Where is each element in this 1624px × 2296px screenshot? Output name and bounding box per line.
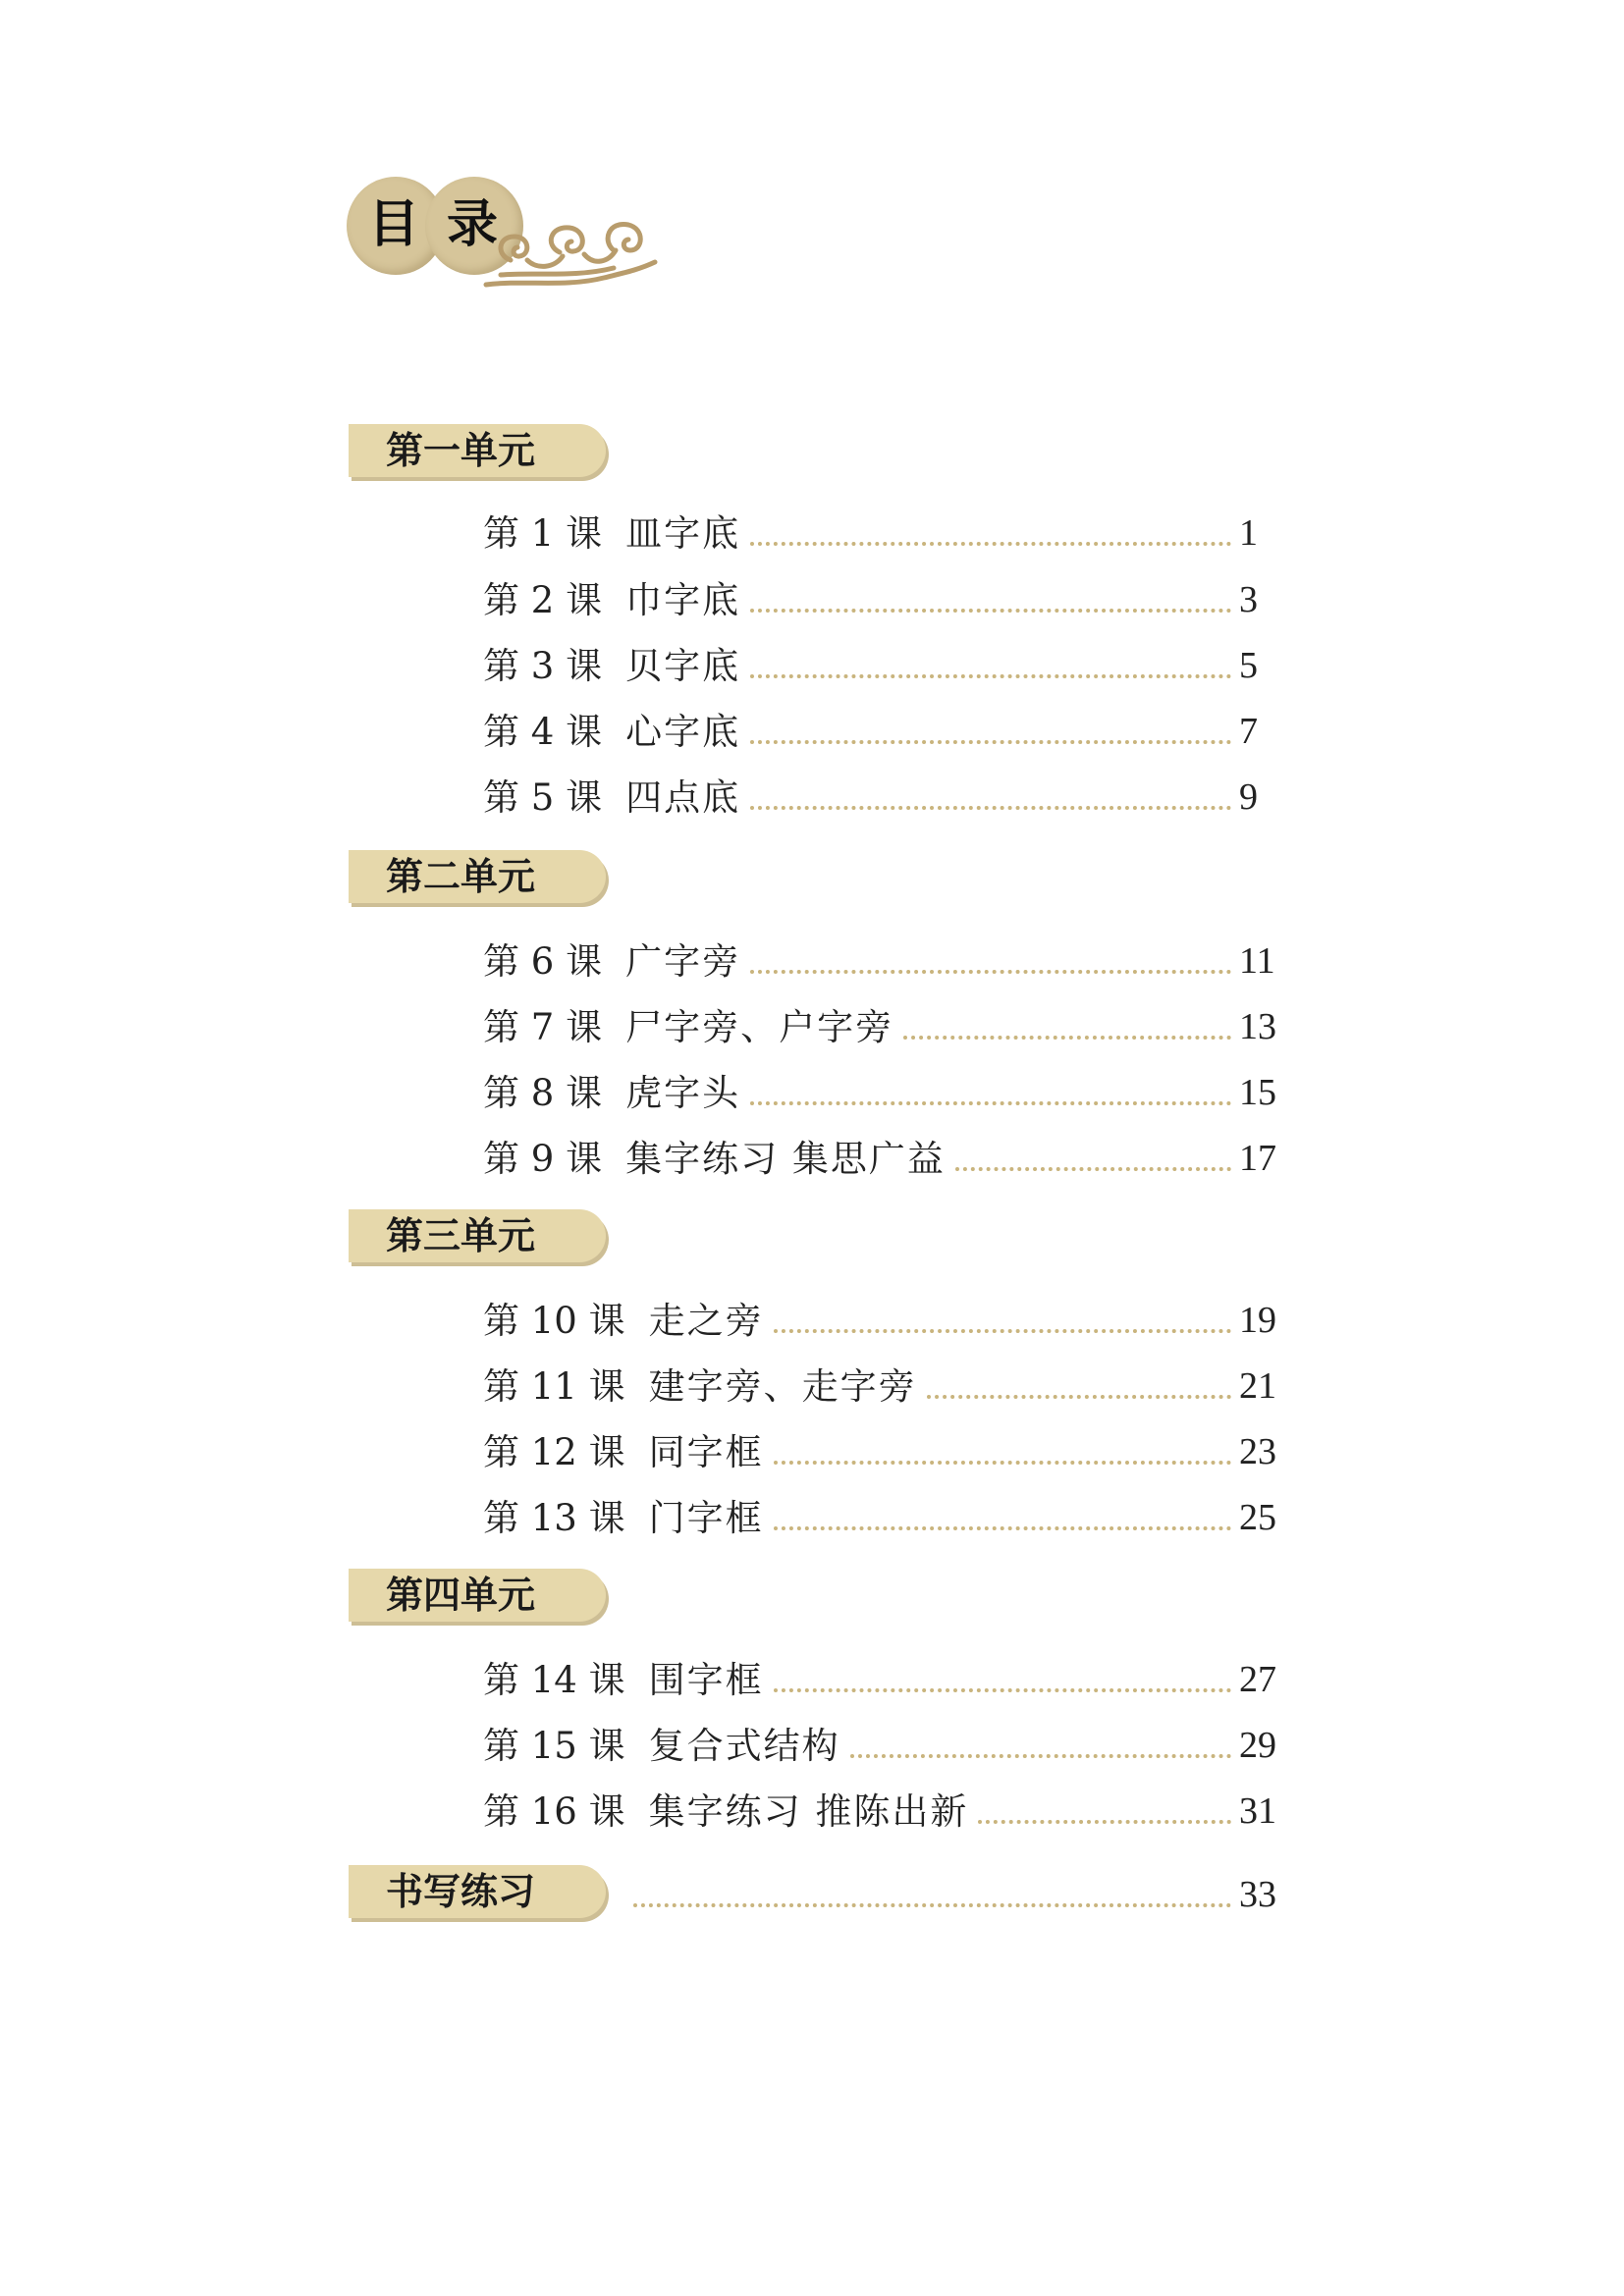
page-number: 3 — [1239, 579, 1258, 620]
page-number: 33 — [1239, 1874, 1276, 1915]
dot-leader — [750, 542, 1231, 546]
lesson-title: 皿字底 — [625, 512, 741, 555]
lesson-number: 第 8 课 — [483, 1072, 603, 1114]
dot-leader — [903, 1036, 1231, 1040]
lesson-title: 贝字底 — [625, 645, 741, 687]
toc-entry[interactable] — [483, 1647, 1278, 1701]
dot-leader — [850, 1754, 1231, 1758]
toc-entry[interactable] — [483, 699, 1278, 753]
toc-entry[interactable] — [483, 929, 1278, 983]
page-number: 15 — [1239, 1072, 1276, 1113]
toc-entry[interactable] — [483, 765, 1278, 819]
page-number: 21 — [1239, 1365, 1276, 1407]
toc-entry[interactable] — [483, 567, 1278, 621]
lesson-number: 第 3 课 — [483, 645, 603, 687]
lesson-title: 集字练习 集思广益 — [625, 1138, 946, 1180]
lesson-title: 广字旁 — [625, 940, 741, 983]
lesson-title: 巾字底 — [625, 579, 741, 621]
page-number: 1 — [1239, 512, 1258, 554]
dot-leader — [750, 609, 1231, 613]
title-char-2: 录 — [447, 195, 499, 254]
toc-entry[interactable] — [483, 1060, 1278, 1114]
dot-leader — [978, 1820, 1231, 1824]
page-number: 27 — [1239, 1659, 1276, 1700]
dot-leader — [774, 1526, 1231, 1530]
lesson-title: 建字旁、走字旁 — [648, 1365, 917, 1408]
writing-practice-entry[interactable] — [623, 1862, 1278, 1913]
lesson-number: 第 7 课 — [483, 1006, 603, 1048]
lesson-title: 围字框 — [648, 1659, 764, 1701]
page-number: 29 — [1239, 1725, 1276, 1766]
page-number: 13 — [1239, 1006, 1276, 1047]
lesson-number: 第 11 课 — [483, 1365, 625, 1408]
lesson-number: 第 9 课 — [483, 1138, 603, 1180]
lesson-number: 第 6 课 — [483, 940, 603, 983]
writing-practice-label: 书写练习 — [386, 1870, 536, 1913]
dot-leader — [927, 1395, 1231, 1399]
dot-leader — [774, 1688, 1231, 1692]
lesson-title: 心字底 — [625, 711, 741, 753]
toc-entry[interactable] — [483, 1485, 1278, 1539]
dot-leader — [633, 1903, 1231, 1907]
toc-entry[interactable] — [483, 1354, 1278, 1408]
toc-entry[interactable] — [483, 633, 1278, 687]
lesson-number: 第 5 课 — [483, 776, 603, 819]
toc-entry[interactable] — [483, 501, 1278, 555]
toc-entry[interactable] — [483, 1779, 1278, 1833]
toc-title — [344, 172, 658, 294]
dot-leader — [750, 674, 1231, 678]
dot-leader — [774, 1461, 1231, 1465]
lesson-title: 集字练习 推陈出新 — [648, 1790, 969, 1833]
toc-entry[interactable] — [483, 994, 1278, 1048]
title-char-1: 目 — [368, 195, 420, 254]
page-number: 9 — [1239, 776, 1258, 818]
toc-entry[interactable] — [483, 1288, 1278, 1342]
page-number: 11 — [1239, 940, 1275, 982]
lesson-number: 第 1 课 — [483, 512, 603, 555]
page-number: 25 — [1239, 1497, 1276, 1538]
writing-practice-header — [349, 1865, 614, 1922]
lesson-title: 尸字旁、户字旁 — [625, 1006, 894, 1048]
lesson-number: 第 13 课 — [483, 1497, 625, 1539]
dot-leader — [750, 740, 1231, 744]
page-number: 19 — [1239, 1300, 1276, 1341]
lesson-number: 第 2 课 — [483, 579, 603, 621]
lesson-title: 同字框 — [648, 1431, 764, 1473]
lesson-number: 第 14 课 — [483, 1659, 625, 1701]
unit-header-3 — [349, 1209, 614, 1266]
unit-label: 第四单元 — [386, 1574, 536, 1617]
unit-label: 第三单元 — [386, 1214, 536, 1257]
page-number: 7 — [1239, 711, 1258, 752]
toc-entry[interactable] — [483, 1126, 1278, 1180]
unit-label: 第二单元 — [386, 855, 536, 898]
dot-leader — [750, 970, 1231, 974]
lesson-number: 第 4 课 — [483, 711, 603, 753]
toc-entry[interactable] — [483, 1419, 1278, 1473]
lesson-number: 第 15 课 — [483, 1725, 625, 1767]
unit-header-2 — [349, 850, 614, 907]
unit-header-1 — [349, 424, 614, 481]
dot-leader — [955, 1167, 1231, 1171]
lesson-title: 复合式结构 — [648, 1725, 840, 1767]
dot-leader — [750, 806, 1231, 810]
lesson-title: 走之旁 — [648, 1300, 764, 1342]
unit-label: 第一单元 — [386, 429, 536, 472]
toc-entry[interactable] — [483, 1713, 1278, 1767]
page-number: 17 — [1239, 1138, 1276, 1179]
page-number: 5 — [1239, 645, 1258, 686]
lesson-title: 四点底 — [625, 776, 741, 819]
lesson-number: 第 10 课 — [483, 1300, 625, 1342]
lesson-number: 第 12 课 — [483, 1431, 625, 1473]
lesson-number: 第 16 课 — [483, 1790, 625, 1833]
lesson-title: 虎字头 — [625, 1072, 741, 1114]
lesson-title: 门字框 — [648, 1497, 764, 1539]
dot-leader — [774, 1329, 1231, 1333]
page-number: 23 — [1239, 1431, 1276, 1472]
unit-header-4 — [349, 1569, 614, 1626]
page-number: 31 — [1239, 1790, 1276, 1832]
cloud-ornament-icon — [476, 201, 663, 294]
dot-leader — [750, 1101, 1231, 1105]
